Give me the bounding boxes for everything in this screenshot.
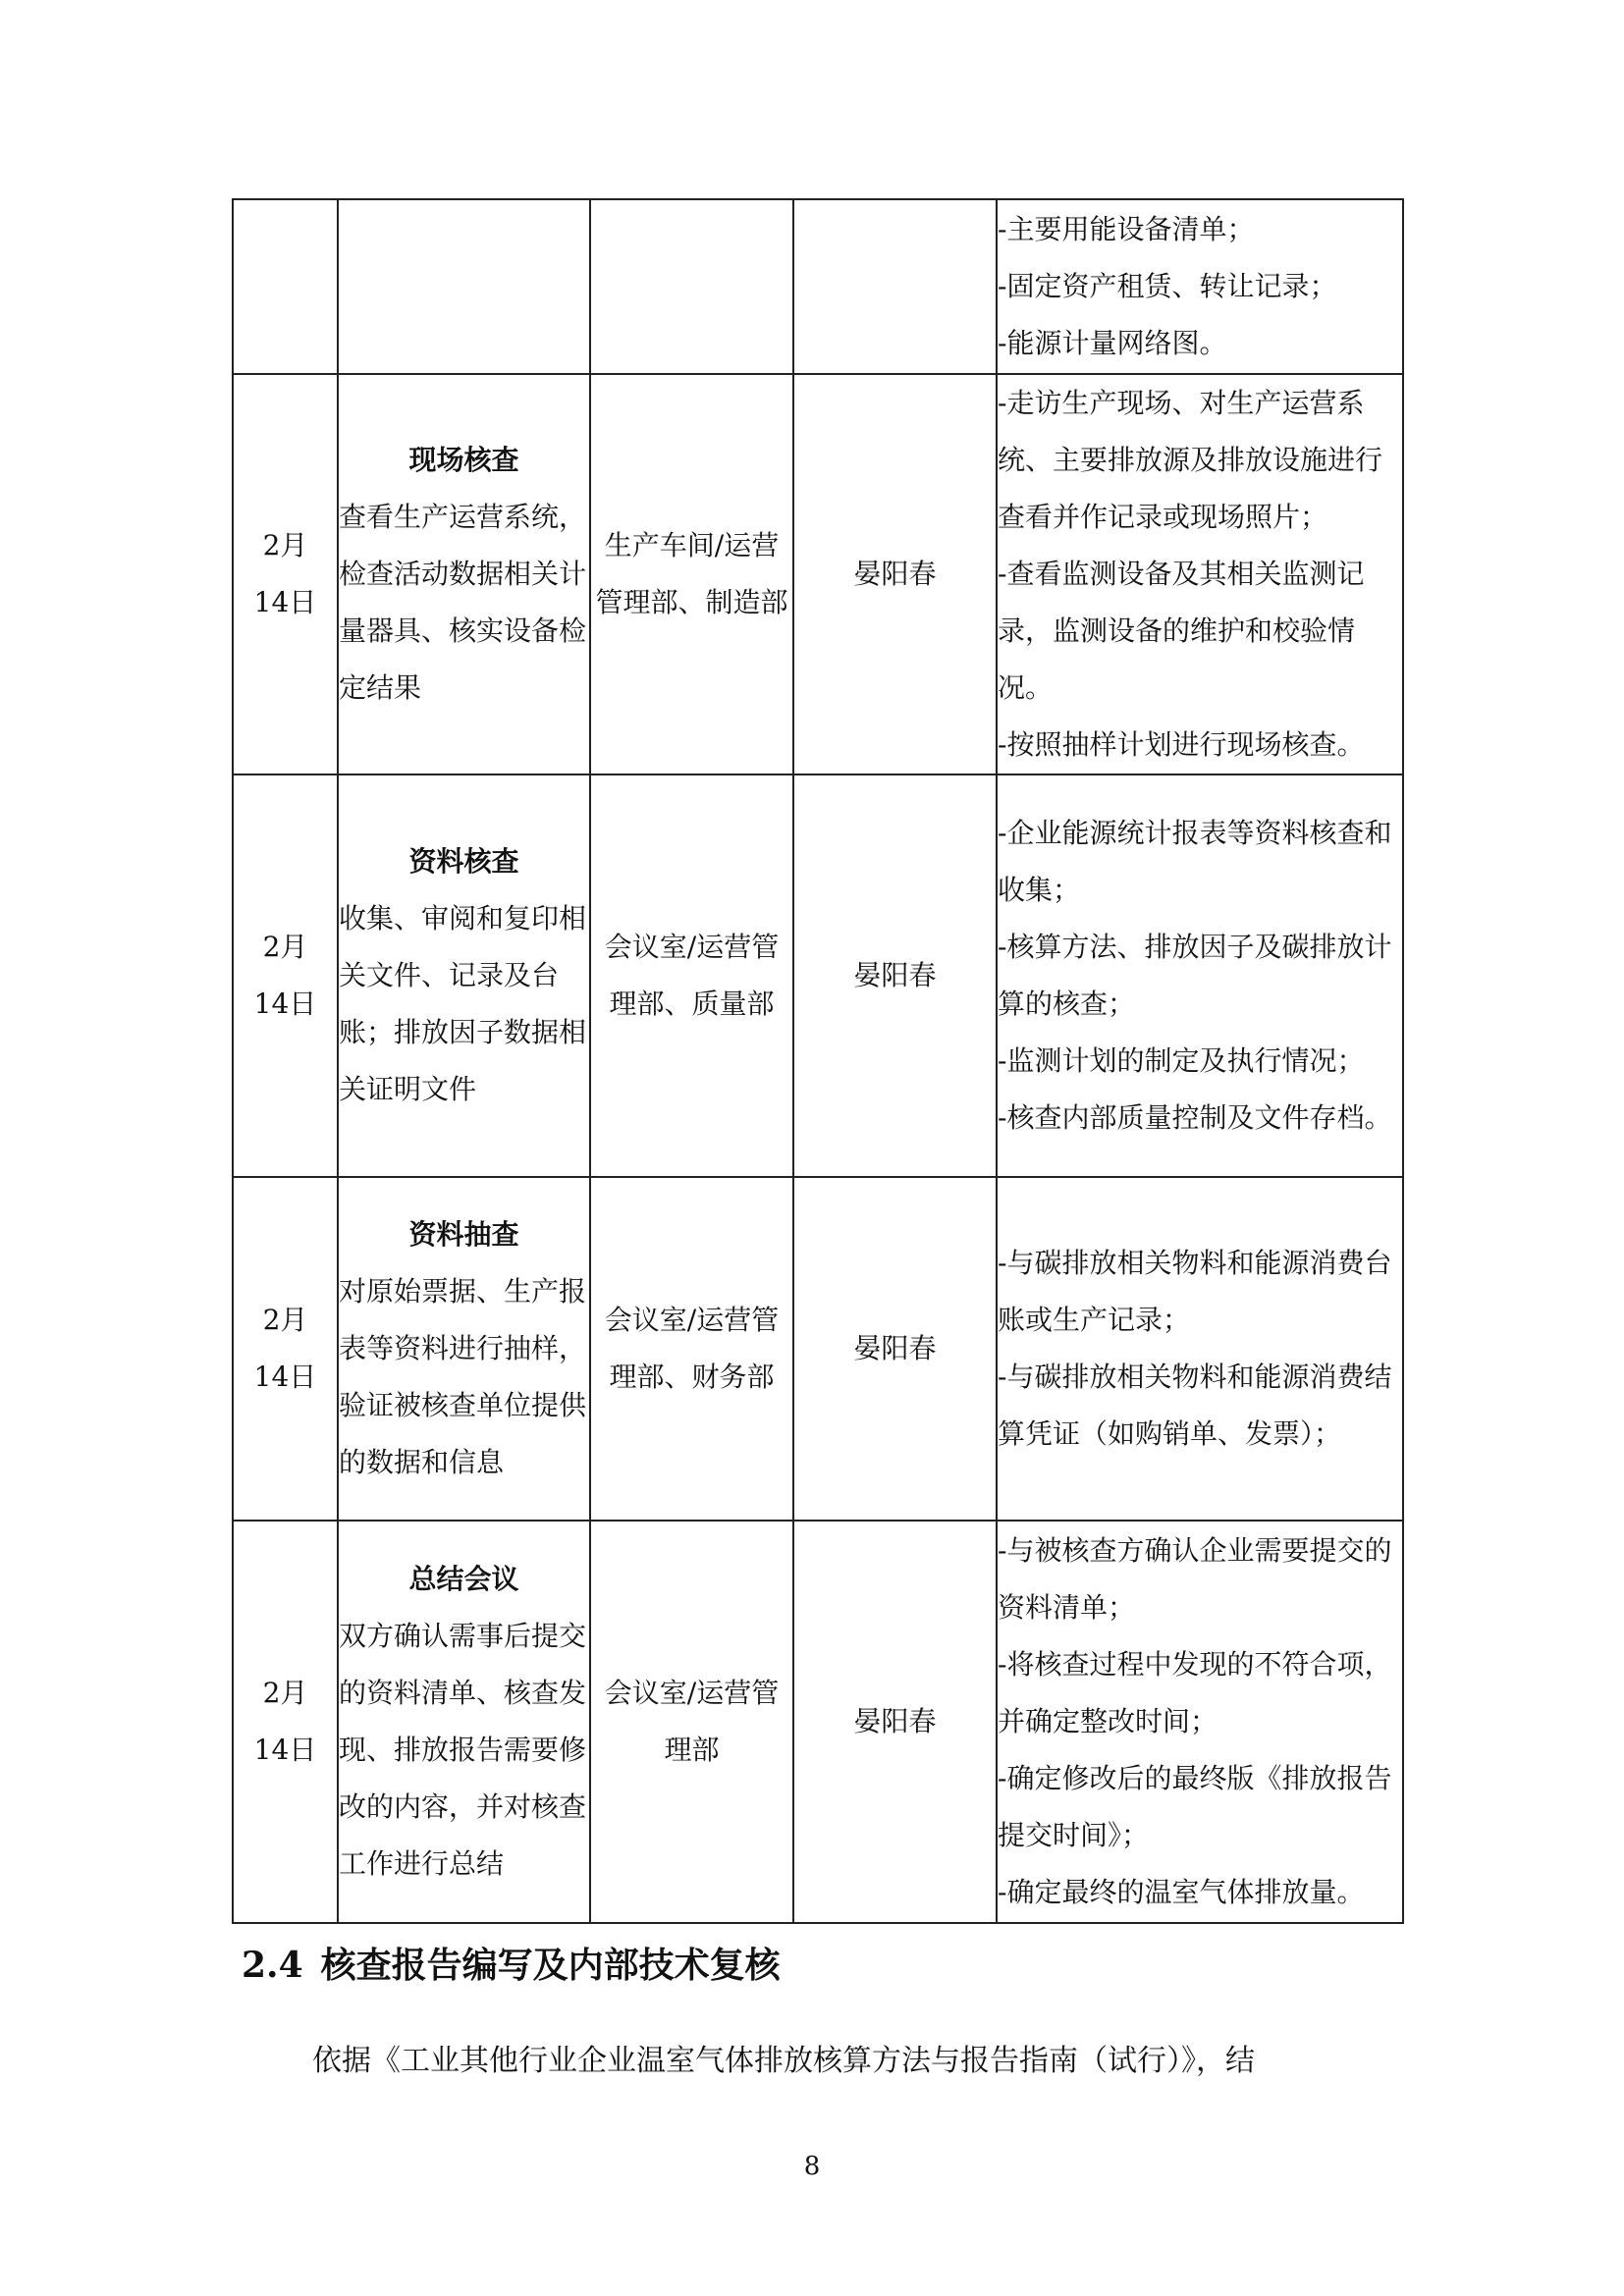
detail-line: -走访生产现场、对生产运营系统、主要排放源及排放设施进行查看并作记录或现场照片；	[998, 387, 1383, 533]
place-cell	[590, 199, 793, 374]
table-row	[233, 774, 1403, 1177]
task-description: 双方确认需事后提交的资料清单、核查发现、排放报告需要修改的内容，并对核查工作进行总结	[339, 1620, 587, 1880]
body-paragraph: 依据《工业其他行业企业温室气体排放核算方法与报告指南（试行）》，结	[312, 2044, 1255, 2078]
task-cell	[338, 774, 590, 1177]
detail-line: -确定修改后的最终版《排放报告提交时间》；	[998, 1762, 1392, 1851]
table-row	[233, 199, 1403, 374]
person-cell: 晏阳春	[793, 1177, 997, 1521]
detail-cell	[997, 374, 1403, 774]
detail-line: -与被核查方确认企业需要提交的资料清单；	[998, 1534, 1392, 1624]
detail-line: -将核查过程中发现的不符合项，并确定整改时间；	[998, 1648, 1392, 1737]
task-description: 收集、审阅和复印相关文件、记录及台账；排放因子数据相关证明文件	[339, 902, 587, 1105]
task-title: 资料抽查	[408, 1218, 519, 1251]
task-cell	[338, 1177, 590, 1521]
detail-cell	[997, 1177, 1403, 1521]
date-cell: 2月 14日	[233, 774, 338, 1177]
task-cell	[338, 374, 590, 774]
detail-line: -按照抽样计划进行现场核查。	[998, 728, 1365, 761]
section-heading	[242, 1936, 781, 1995]
section-number: 2.4	[242, 1945, 303, 1986]
detail-line: -核查内部质量控制及文件存档。	[998, 1101, 1392, 1134]
task-description: 对原始票据、生产报表等资料进行抽样，验证被核查单位提供的数据和信息	[339, 1275, 587, 1478]
date-cell: 2月 14日	[233, 374, 338, 774]
detail-line: -与碳排放相关物料和能源消费结算凭证（如购销单、发票）；	[998, 1361, 1392, 1450]
detail-cell	[997, 1521, 1403, 1923]
date-cell: 2月 14日	[233, 1177, 338, 1521]
person-cell	[793, 199, 997, 374]
detail-line: -监测计划的制定及执行情况；	[998, 1044, 1365, 1077]
table-row	[233, 1521, 1403, 1923]
date-cell: 2月 14日	[233, 1521, 338, 1923]
detail-line: -与碳排放相关物料和能源消费台账或生产记录；	[998, 1247, 1392, 1336]
page-number: 8	[803, 2152, 821, 2181]
place-cell: 会议室/运营管理部、质量部	[590, 774, 793, 1177]
task-cell	[338, 1521, 590, 1923]
task-title: 现场核查	[408, 444, 519, 476]
detail-cell	[997, 199, 1403, 374]
section-title: 核查报告编写及内部技术复核	[320, 1945, 781, 1986]
place-cell: 会议室/运营管理部、财务部	[590, 1177, 793, 1521]
detail-line: -确定最终的温室气体排放量。	[998, 1876, 1365, 1908]
detail-line: -企业能源统计报表等资料核查和收集；	[998, 817, 1392, 906]
table-row	[233, 374, 1403, 774]
detail-line: -固定资产租赁、转让记录；	[998, 270, 1337, 302]
person-cell: 晏阳春	[793, 774, 997, 1177]
place-cell: 会议室/运营管理部	[590, 1521, 793, 1923]
task-description: 查看生产运营系统，检查活动数据相关计量器具、核实设备检定结果	[339, 501, 587, 704]
table-row	[233, 1177, 1403, 1521]
detail-line: -主要用能设备清单；	[998, 213, 1255, 245]
verification-schedule-table	[232, 198, 1404, 1924]
detail-cell	[997, 774, 1403, 1177]
task-title: 总结会议	[408, 1563, 519, 1595]
task-title: 资料核查	[408, 845, 519, 878]
place-cell: 生产车间/运营管理部、制造部	[590, 374, 793, 774]
task-cell	[338, 199, 590, 374]
person-cell: 晏阳春	[793, 1521, 997, 1923]
detail-line: -查看监测设备及其相关监测记录，监测设备的维护和校验情况。	[998, 558, 1365, 704]
detail-line: -核算方法、排放因子及碳排放计算的核查；	[998, 931, 1392, 1020]
detail-line: -能源计量网络图。	[998, 327, 1227, 359]
person-cell: 晏阳春	[793, 374, 997, 774]
date-cell	[233, 199, 338, 374]
